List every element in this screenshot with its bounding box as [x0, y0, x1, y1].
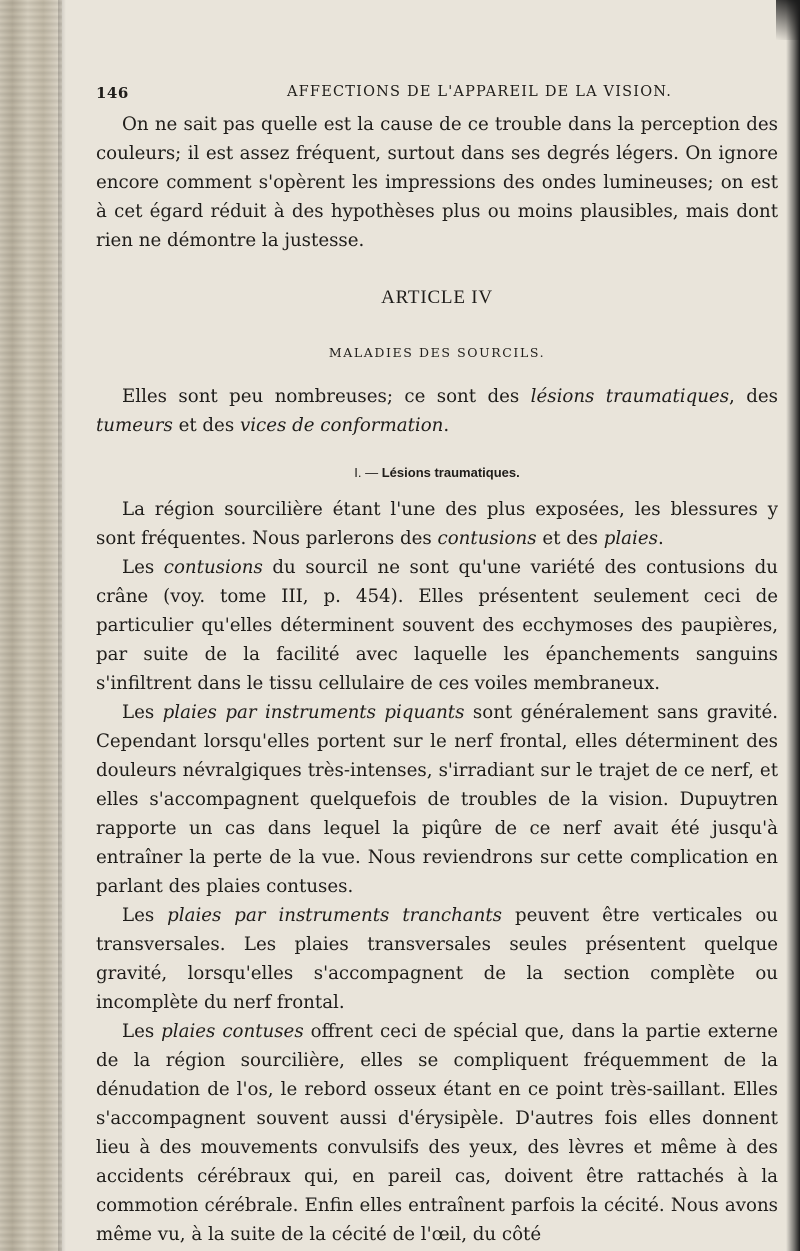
paragraph-5 — [96, 1017, 778, 1249]
page-edge-shadow — [786, 0, 800, 1251]
article-subtitle: MALADIES DES SOURCILS. — [328, 345, 546, 360]
emphasis: plaies par instruments piquants — [162, 702, 465, 723]
section-body — [96, 495, 778, 1249]
emphasis: plaies — [603, 528, 658, 549]
section-number: I. — — [354, 465, 379, 480]
text-run: Les — [122, 557, 164, 578]
text-run: Les — [122, 1021, 162, 1042]
gutter-shadow — [58, 0, 66, 1251]
text-run: . — [443, 415, 450, 436]
emphasis: contusions — [163, 557, 263, 578]
paragraph-3 — [96, 698, 778, 901]
text-run: offrent ceci de spécial que, dans la partie externe de la région sourcilière, elles se compliquent fréquemment de la dénudation de l'os, le rebord osseux étant en ce point très-saillant. Elles s'accompagnent souvent aussi d'érysipèle. D'autres fois elles donnent lieu à des mouvements convulsifs des yeux, des lèvres et même à des accidents cérébraux qui, en pareil cas, doivent être rattachés à la commotion cérébrale. Enfin elles entraînent parfois la cécité. Nous avons même vu, à la suite de la cécité de l'œil, du côté — [96, 1021, 778, 1245]
text-run: . — [657, 528, 664, 549]
emphasis: plaies par instruments tranchants — [167, 905, 502, 926]
emphasis: vices de conformation — [239, 415, 444, 436]
emphasis: contusions — [437, 528, 537, 549]
paragraph-1 — [96, 495, 778, 553]
section-heading — [96, 465, 778, 480]
running-head — [96, 84, 778, 106]
page-corner-shadow — [776, 0, 800, 40]
article-title: ARTICLE IV — [381, 287, 493, 308]
book-gutter — [0, 0, 62, 1251]
intro-text — [96, 110, 778, 255]
paragraph-4 — [96, 901, 778, 1017]
page-number: 146 — [96, 84, 129, 102]
text-run: et des — [172, 415, 240, 436]
article-intro-paragraph — [96, 382, 778, 440]
emphasis: lésions traumatiques — [530, 386, 730, 407]
text-run: du sourcil ne sont qu'une variété des contusions du crâne (voy. tome III, p. 454). Elles présentent seulement ceci de particulier qu'elles déterminent souvent des ecchymoses des paupières, par suite de la facilité avec laquelle les épanchements sanguins s'infiltrent dans le tissu cellulaire de ces voiles membraneux. — [96, 557, 778, 694]
article-intro — [96, 382, 778, 440]
text-run: sont généralement sans gravité. Cependant lorsqu'elles portent sur le nerf frontal, elles déterminent des douleurs névralgiques très-intenses, s'irradiant sur le trajet de ce nerf, et elles s'accompagnent quelquefois de troubles de la vision. Dupuytren rapporte un cas dans lequel la piqûre de ce nerf avait été jusqu'à entraîner la perte de la vue. Nous reviendrons sur cette complication en parlant des plaies contuses. — [96, 702, 779, 897]
text-run: Les — [122, 702, 163, 723]
text-run: peuvent être verticales ou transversales. Les plaies transversales seules présentent quelque gravité, lorsqu'elles s'accompagnent de la section complète ou incomplète du nerf frontal. — [96, 905, 778, 1013]
section-title: Lésions traumatiques. — [381, 465, 520, 480]
text-run: Elles sont peu nombreuses; ce sont des — [122, 386, 531, 407]
text-run: et des — [536, 528, 604, 549]
running-title: AFFECTIONS DE L'APPAREIL DE LA VISION. — [287, 84, 673, 100]
intro-paragraph: On ne sait pas quelle est la cause de ce trouble dans la perception des couleurs; il est assez fréquent, surtout dans ses degrés légers. On ignore encore comment s'opèrent les impressions des ondes lumineuses; on est à cet égard réduit à des hypothèses plus ou moins plausibles, mais dont rien ne démontre la justesse. — [96, 114, 778, 251]
text-run: , des — [729, 386, 778, 407]
text-run: La région sourcilière étant l'une des plus exposées, les blessures y sont fréquentes. Nous parlerons des — [96, 499, 778, 549]
text-run: Les — [122, 905, 168, 926]
emphasis: tumeurs — [96, 415, 173, 436]
emphasis: plaies contuses — [161, 1021, 304, 1042]
paragraph-2 — [96, 553, 778, 698]
